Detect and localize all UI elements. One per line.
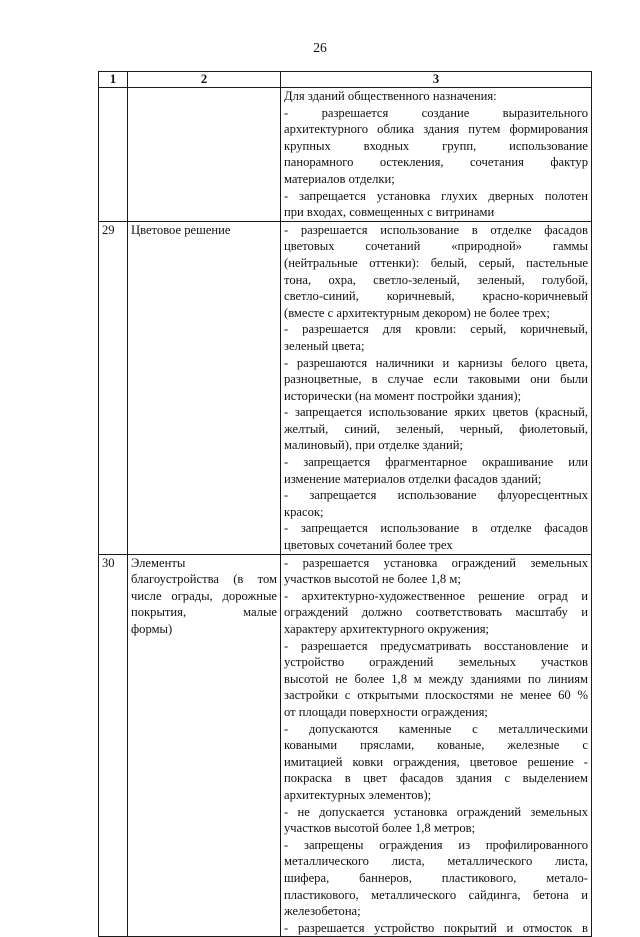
requirement-line: имитацией ковки ограждения, цветовое решение - bbox=[284, 754, 588, 769]
requirement-line: - запрещается использование флуоресцентных bbox=[284, 488, 588, 503]
row-name-line: покрытия, малые bbox=[131, 605, 277, 620]
table-body bbox=[99, 88, 592, 937]
requirement-line: застройки с открытыми плоскостями не менее 60 % bbox=[284, 688, 588, 703]
requirement-line: - не допускается установка ограждений земельных bbox=[284, 804, 588, 819]
row-number-cell: 30 bbox=[99, 554, 128, 937]
requirement-line: - разрешается создание выразительного bbox=[284, 105, 588, 120]
requirement-line: крупных входных групп, использование bbox=[284, 138, 588, 153]
row-name-line: благоустройства (в том bbox=[131, 572, 277, 587]
requirement-line: - архитектурно-художественное решение оград и bbox=[284, 588, 588, 603]
requirement-line: - разрешается предусматривать восстановление и bbox=[284, 638, 588, 653]
requirement-line: желтый, синий, зеленый, черный, фиолетовый, bbox=[284, 421, 588, 436]
row-requirements-cell bbox=[281, 88, 592, 222]
column-header-1: 1 bbox=[99, 72, 128, 88]
requirement-line: малиновый), при отделке зданий; bbox=[284, 438, 463, 453]
requirement-line: коваными пряслами, кованые, железные с bbox=[284, 738, 588, 753]
requirement-line: - запрещается фрагментарное окрашивание или bbox=[284, 455, 588, 470]
row-name-line: формы) bbox=[131, 622, 173, 636]
requirement-line: металлического листа, металлического листа, bbox=[284, 854, 588, 869]
requirement-line: панорамного остекления, сочетания фактур bbox=[284, 155, 588, 170]
requirement-line: - запрещается использование в отделке фасадов bbox=[284, 521, 588, 536]
requirement-line: (вместе с архитектурным декором) не более трех; bbox=[284, 305, 550, 320]
requirement-line: архитектурного облика здания путем формирования bbox=[284, 122, 588, 137]
requirement-line: пластикового, металлического сайдинга, бетона и bbox=[284, 887, 588, 902]
requirement-line: железобетона; bbox=[284, 904, 361, 919]
requirement-line: покраска в цвет фасадов здания с выделением bbox=[284, 771, 588, 786]
requirement-line: - запрещается установка глухих дверных полотен bbox=[284, 188, 588, 203]
requirement-line: - разрешается использование в отделке фасадов bbox=[284, 222, 588, 237]
requirement-line: устройство ограждений земельных участков bbox=[284, 655, 588, 670]
requirement-line: при входах, совмещенных с витринами bbox=[284, 205, 495, 220]
requirement-line: участков высотой не более 1,8 м; bbox=[284, 572, 461, 587]
table-header-row bbox=[99, 72, 592, 88]
row-number-cell: 29 bbox=[99, 221, 128, 554]
requirement-line: материалов отделки; bbox=[284, 171, 395, 186]
row-requirements-cell bbox=[281, 221, 592, 554]
requirement-line: разноцветные, в случае если таковыми они были bbox=[284, 372, 588, 387]
table-row bbox=[99, 88, 592, 222]
requirement-line: от площади поверхности ограждения; bbox=[284, 704, 488, 719]
row-name-cell bbox=[128, 88, 281, 222]
table-row bbox=[99, 221, 592, 554]
requirement-line: - разрешается для кровли: серый, коричневый, bbox=[284, 322, 588, 337]
requirement-line: - разрешаются наличники и карнизы белого цвета, bbox=[284, 355, 588, 370]
requirement-line: - запрещается использование ярких цветов (красный, bbox=[284, 405, 588, 420]
requirement-line: цветовых сочетаний более трех bbox=[284, 538, 453, 553]
requirement-line: - запрещены ограждения из профилированного bbox=[284, 837, 588, 852]
page-number: 26 bbox=[313, 40, 327, 55]
requirement-line: архитектурных элементов); bbox=[284, 787, 432, 802]
requirement-line: - разрешается установка ограждений земельных bbox=[284, 555, 588, 570]
requirement-line: зеленый цвета; bbox=[284, 338, 365, 353]
row-name-line: Элементы bbox=[131, 555, 186, 570]
requirement-line: исторически (на момент постройки здания); bbox=[284, 388, 522, 403]
row-name-line: Цветовое решение bbox=[131, 222, 231, 237]
requirement-line: - разрешается устройство покрытий и отмосток в bbox=[284, 920, 588, 935]
row-name-cell bbox=[128, 221, 281, 554]
column-header-3: 3 bbox=[281, 72, 592, 88]
row-name-line: числе ограды, дорожные bbox=[131, 588, 277, 603]
requirement-line: участков высотой более 1,8 метров; bbox=[284, 821, 476, 836]
requirement-line: характеру архитектурного окружения; bbox=[284, 622, 490, 636]
requirement-line: высотой не более 1,8 м между зданиями по линиям bbox=[284, 671, 588, 686]
requirement-line: изменение материалов отделки фасадов зданий; bbox=[284, 471, 542, 486]
column-header-2: 2 bbox=[128, 72, 281, 88]
requirement-line: тона, охра, светло-зеленый, зеленый, голубой, bbox=[284, 272, 588, 287]
row-requirements-cell bbox=[281, 554, 592, 937]
requirement-line: цветовых сочетаний «природной» гаммы bbox=[284, 239, 588, 254]
requirement-line: шифера, баннеров, пластикового, метало- bbox=[284, 870, 588, 885]
requirement-line: красок; bbox=[284, 504, 324, 519]
requirement-line: ограждений должно соответствовать масштабу и bbox=[284, 605, 588, 620]
table-row bbox=[99, 554, 592, 937]
row-name-cell bbox=[128, 554, 281, 937]
requirement-line: - допускаются каменные с металлическими bbox=[284, 721, 588, 736]
requirement-line: светло-синий, коричневый, красно-коричневый bbox=[284, 289, 588, 304]
requirement-line: (нейтральные оттенки): белый, серый, пастельные bbox=[284, 255, 588, 270]
requirement-line: Для зданий общественного назначения: bbox=[284, 89, 497, 103]
row-number-cell bbox=[99, 88, 128, 222]
regulations-table bbox=[98, 71, 592, 937]
